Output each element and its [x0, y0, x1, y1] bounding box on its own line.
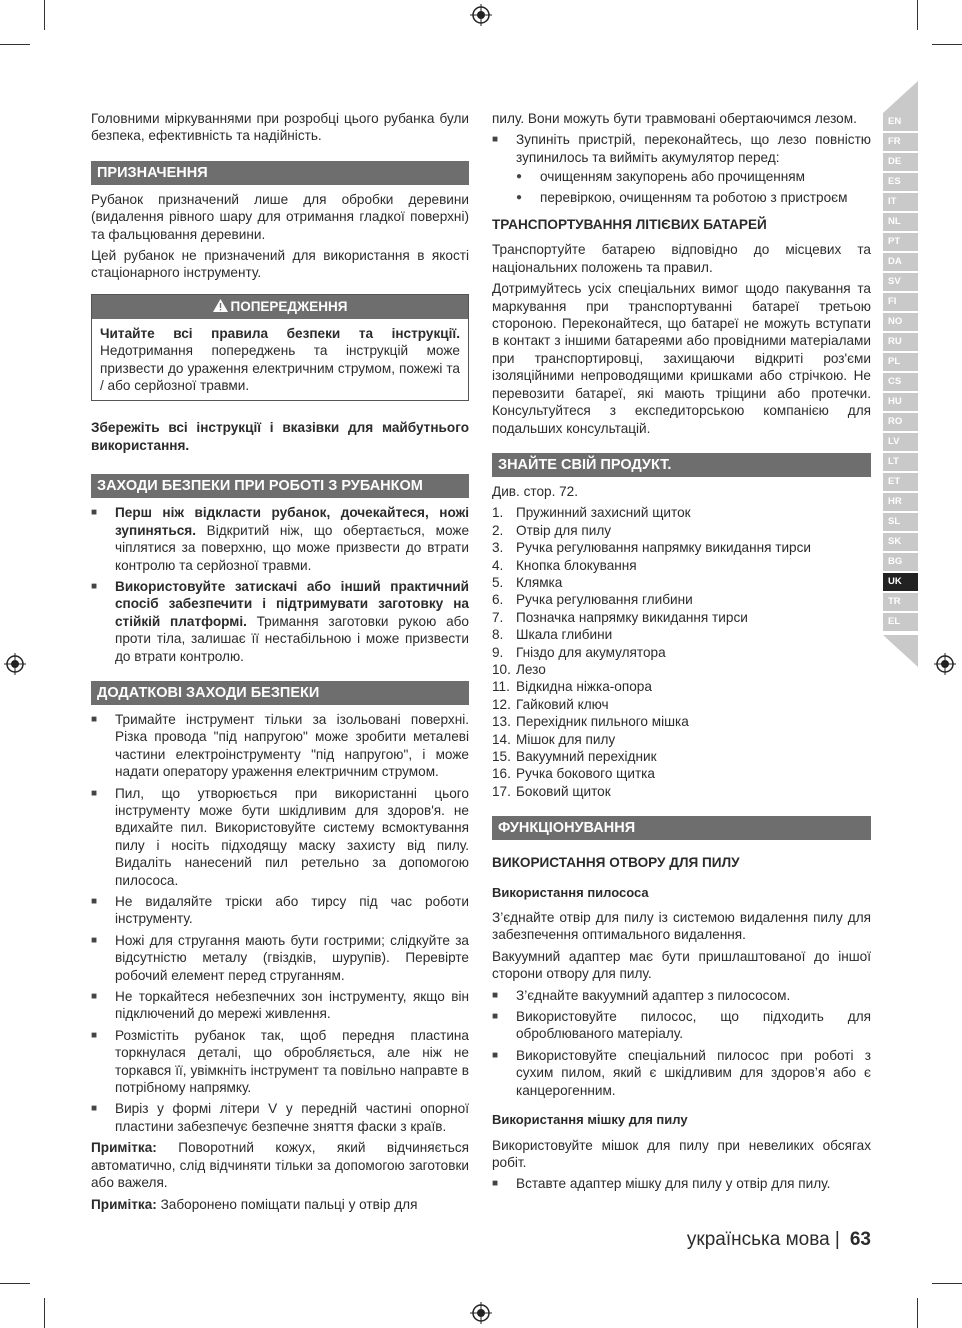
dust-bag-subheading: Використання мішку для пилу	[492, 1112, 688, 1128]
section-heading-planer-safety: ЗАХОДИ БЕЗПЕКИ ПРИ РОБОТІ З РУБАНКОМ	[91, 474, 469, 498]
note-label: Примітка:	[91, 1196, 157, 1212]
crop-mark	[44, 1298, 45, 1328]
crop-mark	[932, 44, 962, 45]
parts-list-item	[492, 678, 871, 695]
list-item-bold: Використовуйте затискачі або інший практичний спосіб забезпечити і підтримувати заготовку на стійкій платформі.	[115, 578, 469, 629]
planer-safety-list	[91, 504, 469, 665]
warning-text: Недотримання попереджень та інструкцій може призвести до ураження електричним струмом, пожежі та / або серйозної травми.	[100, 343, 460, 394]
intro-paragraph: Головними міркуваннями при розробці цього рубанка були безпека, ефективність та надійність.	[91, 111, 469, 144]
section-heading-operation: ФУНКЦІОНУВАННЯ	[492, 816, 871, 840]
list-item: ■ Використовуйте пилосос, що підходить для оброблюваного матеріалу.	[492, 1008, 871, 1043]
registration-mark-icon	[470, 4, 492, 26]
part-number: 3.	[492, 540, 504, 556]
parts-list-item	[492, 574, 871, 591]
list-item: ■ Використовуйте спеціальний пилосос при роботі з сухим пилом, який є шкідливим для здоров’я або є канцерогенним.	[492, 1047, 871, 1099]
part-name: Гайковий ключ	[516, 696, 609, 712]
section-heading-know-product: ЗНАЙТЕ СВІЙ ПРОДУКТ.	[492, 453, 871, 477]
warning-title: ПОПЕРЕДЖЕННЯ	[230, 298, 348, 314]
part-number: 5.	[492, 574, 504, 590]
parts-list-item	[492, 644, 871, 661]
section-heading-extra-safety: ДОДАТКОВІ ЗАХОДИ БЕЗПЕКИ	[91, 681, 469, 705]
part-number: 8.	[492, 627, 504, 643]
section-heading-purpose: ПРИЗНАЧЕННЯ	[91, 161, 469, 185]
part-number: 16.	[492, 766, 511, 782]
crop-mark	[917, 1298, 918, 1328]
list-item: ■ Пил, що утворюється при використанні цього інструменту може бути шкідливим для здоров'я. не вдихайте пил. Використовуйте систему всмоктування пилу і носіть підходящу маску захисту від пилу. Видаліть нанесений пил ретельно за допомогою пилососа.	[91, 785, 469, 889]
list-item: ■ З’єднайте вакуумний адаптер з пилососом.	[492, 987, 871, 1004]
part-name: Боковий щиток	[516, 783, 611, 799]
vacuum-paragraph: Вакуумний адаптер має бути пришлаштованої до іншої сторони отвору для пилу.	[492, 948, 871, 982]
language-tab-et[interactable]: ET	[883, 473, 918, 491]
part-number: 10.	[492, 661, 511, 677]
language-tab-es[interactable]: ES	[883, 173, 918, 191]
parts-list-item	[492, 661, 871, 678]
list-item: ■ Виріз у формі літери V у передній частині опорної пластини забезпечує безпечне зняття фаски з країв.	[91, 1100, 469, 1135]
part-number: 4.	[492, 557, 504, 573]
parts-list-item	[492, 696, 871, 713]
see-page-text: Див. стор. 72.	[492, 483, 579, 499]
registration-mark-icon	[4, 653, 26, 675]
part-number: 11.	[492, 679, 510, 695]
part-name: Позначка напрямку викидання тирси	[516, 609, 748, 625]
part-number: 9.	[492, 644, 504, 660]
purpose-paragraph: Рубанок призначений лише для обробки деревини (видалення рівного шару для отримання гладкої поверхні) та фальцювання деревини.	[91, 191, 469, 242]
part-number: 6.	[492, 592, 504, 608]
list-item	[91, 578, 469, 665]
parts-list-item	[492, 765, 871, 782]
part-name: Ручка регулювання глибини	[516, 592, 693, 608]
language-tab-hr[interactable]: HR	[883, 493, 918, 511]
extra-safety-list	[91, 711, 469, 1135]
parts-list-item	[492, 539, 871, 556]
transport-paragraph: Транспортуйте батарею відповідно до місцевих та національних положень та правил.	[492, 242, 871, 275]
sub-list-item: ● очищенням закупорень або прочищенням	[516, 168, 871, 185]
language-tab-en[interactable]: EN	[883, 113, 918, 131]
list-item: ■ Ножі для стругання мають бути гострими; слідкуйте за відсутністю металу (гвіздків, шурупів). Перевірте робочий елемент перед струганням.	[91, 932, 469, 984]
language-tab-nl[interactable]: NL	[883, 213, 918, 231]
part-number: 1.	[492, 505, 504, 521]
list-item-text: Зупиніть пристрій, переконайтесь, що лезо повністю зупинилось та вийміть акумулятор перед:	[516, 132, 871, 165]
transport-paragraph: Дотримуйтесь усіх спеціальних вимог щодо пакування та маркування при транспортуванні батареї третьою стороною. Переконайтеся, що батареї не можуть вступати в контакт з іншими батареями або провідними матеріалами при транспортировці, захищаючи відкриті роз'єми ізоляційними непроводящими кришками або стрічкою. Не перевозити батареї, які мають тріщини або протечки. Консультуйтеся з експедиторською компанією для подальших консультацій.	[492, 281, 871, 436]
part-number: 15.	[492, 749, 511, 764]
part-name: Ручка регулювання напрямку викидання тирси	[516, 540, 812, 556]
part-number: 2.	[492, 522, 504, 538]
page-footer	[687, 1229, 871, 1251]
parts-list-item	[492, 591, 871, 608]
language-tab-cs[interactable]: CS	[883, 373, 918, 391]
part-number: 14.	[492, 731, 511, 747]
sub-list	[516, 168, 871, 206]
language-tab-sk[interactable]: SK	[883, 533, 918, 551]
parts-list-item	[492, 522, 871, 539]
language-tab-sl[interactable]: SL	[883, 513, 918, 531]
part-number: 17.	[492, 783, 511, 799]
parts-list-item	[492, 504, 871, 521]
parts-list-item	[492, 609, 871, 626]
dust-port-heading: ВИКОРИСТАННЯ ОТВОРУ ДЛЯ ПИЛУ	[492, 855, 740, 871]
part-name: Клямка	[516, 574, 563, 590]
registration-mark-icon	[934, 653, 956, 675]
stop-list	[492, 131, 871, 206]
footer-language: українська мова |	[686, 1229, 840, 1250]
note-text: Заборонено поміщати пальці у отвір для	[156, 1196, 418, 1212]
vacuum-paragraph: З’єднайте отвір для пилу із системою видалення пилу для забезпечення оптимального видалення.	[492, 910, 871, 943]
vacuum-subheading: Використання пилососа	[492, 884, 649, 900]
vacuum-list	[492, 987, 871, 1099]
crop-mark	[917, 0, 918, 30]
parts-list	[492, 504, 871, 800]
transport-heading: ТРАНСПОРТУВАННЯ ЛІТІЄВИХ БАТАРЕЙ	[492, 217, 767, 233]
parts-list-item	[492, 783, 871, 800]
parts-list-item	[492, 748, 871, 765]
part-name: Відкидна ніжка-опора	[516, 679, 652, 695]
part-number: 7.	[492, 609, 504, 625]
list-item: ■ Не торкайтеся небезпечних зон інструменту, якщо він підключений до мережі живлення.	[91, 988, 469, 1023]
warning-body	[92, 319, 468, 401]
language-tab-pl[interactable]: PL	[883, 353, 918, 371]
left-column	[91, 110, 469, 1217]
language-tab-sv[interactable]: SV	[883, 273, 918, 291]
right-column	[492, 110, 871, 1197]
registration-mark-icon	[470, 1302, 492, 1324]
part-name: Кнопка блокування	[516, 557, 637, 573]
language-tab-da[interactable]: DA	[883, 253, 918, 271]
tab-strip-top-corner	[883, 81, 918, 113]
part-name: Гніздо для акумулятора	[516, 644, 666, 660]
parts-list-item	[492, 626, 871, 643]
list-item: ■ Не видаляйте тріски або тирсу під час роботи інструменту.	[91, 893, 469, 928]
language-tab-fi[interactable]: FI	[883, 293, 918, 311]
save-instructions-note: Збережіть всі інструкції і вказівки для майбутнього використання.	[91, 420, 469, 453]
list-item	[91, 504, 469, 574]
language-tab-lt[interactable]: LT	[883, 453, 918, 471]
language-tab-lv[interactable]: LV	[883, 433, 918, 451]
crop-mark	[932, 1283, 962, 1284]
warning-bold: Читайте всі правила безпеки та інструкції.	[100, 325, 460, 341]
part-name: Мішок для пилу	[516, 731, 616, 747]
part-number: 12.	[492, 696, 511, 712]
warning-box	[91, 294, 469, 402]
list-item	[492, 131, 871, 206]
language-tab-hu[interactable]: HU	[883, 393, 918, 411]
parts-list-item	[492, 713, 871, 730]
tab-strip-bottom-corner	[883, 635, 918, 667]
warning-header	[92, 295, 468, 319]
language-tab-el[interactable]: EL	[883, 613, 918, 631]
language-tab-fr[interactable]: FR	[883, 133, 918, 151]
list-item-text: Тримання заготовки рукою або проти тіла, залишає її нестабільною і може призвести до втрати контролю.	[115, 613, 469, 664]
part-name: Вакуумний перехідник	[516, 749, 657, 764]
language-tab-no[interactable]: NO	[883, 313, 918, 331]
dust-bag-list	[492, 1175, 871, 1192]
purpose-paragraph: Цей рубанок не призначений для використання в якості стаціонарного інструменту.	[91, 248, 469, 281]
list-item: ■ Вставте адаптер мішку для пилу у отвір для пилу.	[492, 1175, 871, 1192]
language-tab-pt[interactable]: PT	[883, 233, 918, 251]
crop-mark	[0, 44, 30, 45]
part-name: Отвір для пилу	[516, 522, 612, 538]
continued-paragraph: пилу. Вони можуть бути травмовані обертаючимся лезом.	[492, 111, 857, 126]
language-tab-it[interactable]: IT	[883, 193, 918, 211]
language-tab-uk[interactable]: UK	[883, 573, 918, 591]
list-item: ■ Тримайте інструмент тільки за ізольовані поверхні. Різка провода "під напругою" може зробити металеві частини електроінструменту "під напругою", і може надати оператору ураження електричним струмом.	[91, 711, 469, 781]
parts-list-item	[492, 557, 871, 574]
language-tab-bg[interactable]: BG	[883, 553, 918, 571]
dust-bag-paragraph: Використовуйте мішок для пилу при невеликих обсягах робіт.	[492, 1137, 871, 1170]
note-text: Поворотний кожух, який відчиняється автоматично, слід відчиняти тільки за допомогою заготовки або важеля.	[91, 1140, 469, 1191]
part-name: Шкала глибини	[516, 627, 613, 643]
crop-mark	[44, 0, 45, 30]
language-tab-ro[interactable]: RO	[883, 413, 918, 431]
part-name: Лезо	[516, 661, 546, 677]
page-number: 63	[849, 1229, 871, 1250]
warning-triangle-icon	[213, 299, 228, 312]
crop-mark	[0, 1283, 30, 1284]
note-label: Примітка:	[91, 1140, 157, 1156]
parts-list-item	[492, 731, 871, 748]
list-item-text: Відкритий ніж, що обертається, може чіплятися за поверхню, що може призвести до втрати контролю та серйозної травми.	[115, 522, 469, 573]
language-tab-ru[interactable]: RU	[883, 333, 918, 351]
language-tabs	[883, 113, 918, 633]
list-item-bold: Перш ніж відкласти рубанок, дочекайтеся, ножі зупиняться.	[115, 505, 469, 538]
part-number: 13.	[492, 714, 511, 730]
part-name: Ручка бокового щитка	[516, 766, 655, 782]
list-item: ■ Розмістіть рубанок так, щоб передня пластина торкнулася деталі, що обробляється, але ніж не торкався її, увімкніть інструмент та повільно направте в потрібному напрямку.	[91, 1027, 469, 1097]
language-tab-de[interactable]: DE	[883, 153, 918, 171]
part-name: Перехідник пильного мішка	[516, 714, 689, 730]
note-paragraph	[91, 1196, 469, 1213]
language-tab-tr[interactable]: TR	[883, 593, 918, 611]
sub-list-item: ● перевіркою, очищенням та роботою з пристроєм	[516, 189, 871, 206]
part-name: Пружинний захисний щиток	[516, 505, 691, 521]
note-paragraph	[91, 1139, 469, 1191]
